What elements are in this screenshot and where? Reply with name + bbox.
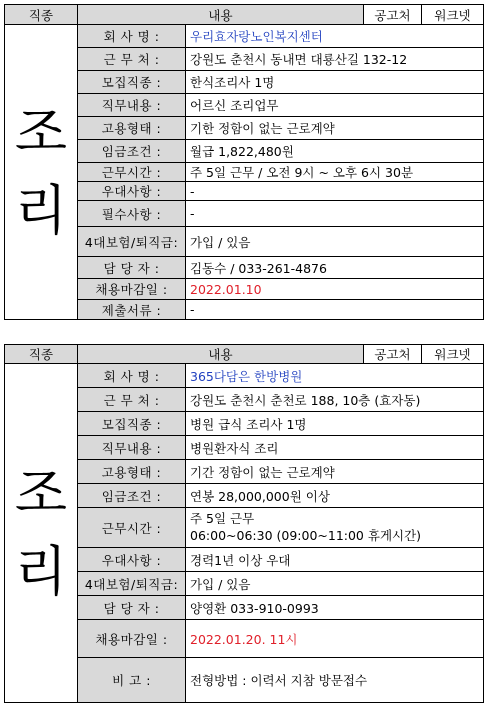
row-label: 4대보험/퇴직금:	[78, 227, 186, 257]
salary: 월급 1,822,480원	[186, 140, 484, 163]
row-label: 모집직종 :	[78, 71, 186, 94]
header-source-label: 공고처	[364, 345, 422, 364]
job-type-cell	[5, 25, 78, 320]
contact-person: 양영환 033-910-0993	[186, 596, 484, 620]
salary: 연봉 28,000,000원 이상	[186, 484, 484, 508]
table-row	[5, 25, 484, 48]
row-label: 모집직종 :	[78, 412, 186, 436]
workplace-address: 강원도 춘천시 동내면 대룡산길 132-12	[186, 48, 484, 71]
row-label: 채용마감일 :	[78, 620, 186, 658]
remarks: 전형방법 : 이력서 지참 방문접수	[186, 658, 484, 703]
recruit-position: 병원 급식 조리사 1명	[186, 412, 484, 436]
header-content: 내용	[78, 5, 364, 25]
row-label: 근무시간 :	[78, 163, 186, 182]
work-hours: 주 5일 근무 / 오전 9시 ~ 오후 6시 30분	[186, 163, 484, 182]
row-label: 우대사항 :	[78, 182, 186, 201]
header-content: 내용	[78, 345, 364, 364]
header-job-type: 직종	[5, 5, 78, 25]
header-source-value: 워크넷	[422, 5, 484, 25]
row-label: 직무내용 :	[78, 436, 186, 460]
insurance: 가입 / 있음	[186, 572, 484, 596]
row-label: 근무시간 :	[78, 508, 186, 548]
job-type-cell	[5, 364, 78, 703]
table-row	[5, 364, 484, 388]
work-hours	[186, 508, 484, 548]
job-posting-table-2	[4, 344, 484, 703]
row-label: 고용형태 :	[78, 117, 186, 140]
row-label: 근 무 처 :	[78, 48, 186, 71]
row-label: 우대사항 :	[78, 548, 186, 572]
row-label: 고용형태 :	[78, 460, 186, 484]
row-label: 필수사항 :	[78, 201, 186, 227]
work-hours-line-1: 주 5일 근무	[190, 510, 255, 526]
workplace-address: 강원도 춘천시 춘천로 188, 10층 (효자동)	[186, 388, 484, 412]
job-type-char-1: 조	[14, 100, 68, 164]
row-label: 4대보험/퇴직금:	[78, 572, 186, 596]
job-description: 어르신 조리업무	[186, 94, 484, 117]
job-type-char-2: 리	[14, 179, 68, 242]
documents: -	[186, 300, 484, 320]
table-header-row	[5, 345, 484, 364]
header-source-label: 공고처	[364, 5, 422, 25]
row-label: 채용마감일 :	[78, 279, 186, 300]
requirements: -	[186, 201, 484, 227]
insurance: 가입 / 있음	[186, 227, 484, 257]
job-description: 병원환자식 조리	[186, 436, 484, 460]
row-label: 회 사 명 :	[78, 25, 186, 48]
row-label: 제출서류 :	[78, 300, 186, 320]
row-label: 직무내용 :	[78, 94, 186, 117]
work-hours-line-2: 06:00~06:30 (09:00~11:00 휴게시간)	[190, 527, 422, 543]
contact-person: 김동수 / 033-261-4876	[186, 257, 484, 279]
job-type-char-1: 조	[14, 461, 68, 525]
table-header-row	[5, 5, 484, 25]
company-name: 우리효자랑노인복지센터	[186, 25, 484, 48]
header-source-value: 워크넷	[422, 345, 484, 364]
recruit-position: 한식조리사 1명	[186, 71, 484, 94]
row-label: 임금조건 :	[78, 484, 186, 508]
row-label: 담 당 자 :	[78, 596, 186, 620]
application-deadline: 2022.01.20. 11시	[186, 620, 484, 658]
row-label: 회 사 명 :	[78, 364, 186, 388]
job-type-char-2: 리	[14, 540, 68, 603]
employment-type: 기한 정함이 없는 근로계약	[186, 117, 484, 140]
application-deadline: 2022.01.10	[186, 279, 484, 300]
header-job-type: 직종	[5, 345, 78, 364]
preferences: 경력1년 이상 우대	[186, 548, 484, 572]
row-label: 담 당 자 :	[78, 257, 186, 279]
row-label: 비 고 :	[78, 658, 186, 703]
job-posting-table-1	[4, 4, 484, 320]
preferences: -	[186, 182, 484, 201]
employment-type: 기간 정함이 없는 근로계약	[186, 460, 484, 484]
row-label: 근 무 처 :	[78, 388, 186, 412]
row-label: 임금조건 :	[78, 140, 186, 163]
company-name: 365다담은 한방병원	[186, 364, 484, 388]
